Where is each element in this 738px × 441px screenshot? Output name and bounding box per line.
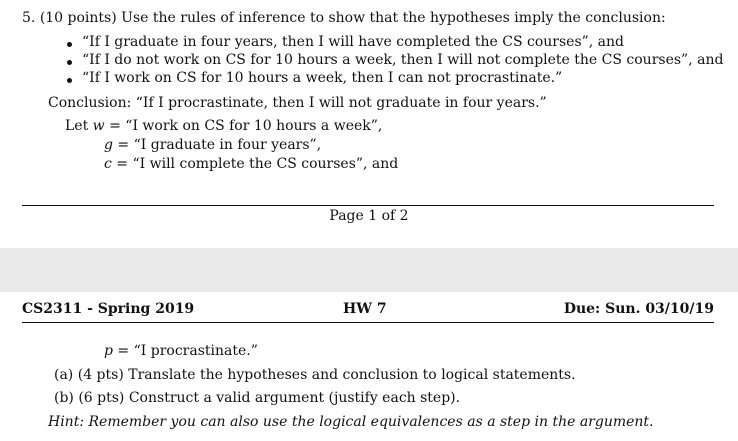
due-date: Due: Sun. 03/10/19	[563, 301, 714, 317]
def-g-text: = “I graduate in four years”,	[117, 137, 322, 153]
let-label: Let	[65, 118, 89, 134]
bullet-icon	[67, 78, 72, 83]
var-p: p	[104, 343, 113, 359]
hint: Hint: Remember you can also use the logical equivalences as a step in the argument.	[48, 414, 654, 430]
footer-rule	[22, 205, 714, 206]
def-c-text: = “I will complete the CS courses”, and	[116, 156, 399, 172]
bullet-icon	[67, 60, 72, 65]
part-a	[54, 367, 576, 383]
var-c: c	[104, 156, 112, 172]
part-b	[54, 390, 460, 406]
part-b-text: (6 pts) Construct a valid argument (justify each step).	[78, 390, 461, 406]
part-b-label: (b)	[54, 390, 74, 406]
definition-p	[104, 343, 258, 359]
var-w: w	[92, 118, 105, 134]
part-a-label: (a)	[54, 367, 74, 383]
def-w-text: = “I work on CS for 10 hours a week”,	[109, 118, 383, 134]
conclusion: Conclusion: “If I procrastinate, then I will not graduate in four years.”	[48, 95, 547, 111]
part-a-text: (4 pts) Translate the hypotheses and conclusion to logical statements.	[77, 367, 576, 383]
problem-points: (10 points)	[39, 10, 117, 26]
course-title: CS2311 - Spring 2019	[22, 301, 195, 317]
hypothesis-3: “If I work on CS for 10 hours a week, then I can not procrastinate.”	[82, 70, 563, 86]
hypothesis-2: “If I do not work on CS for 10 hours a week, then I will not complete the CS courses”, and	[82, 52, 724, 68]
problem-number: 5.	[22, 10, 36, 26]
page-number: Page 1 of 2	[329, 208, 409, 224]
definition-w	[65, 118, 382, 134]
var-g: g	[104, 137, 113, 153]
hw-title: HW 7	[343, 301, 387, 317]
hypothesis-1: “If I graduate in four years, then I will have completed the CS courses”, and	[82, 34, 625, 50]
page-gap	[0, 248, 738, 292]
bullet-icon	[67, 42, 72, 47]
problem-prompt: Use the rules of inference to show that the hypotheses imply the conclusion:	[121, 10, 666, 26]
problem-statement	[22, 10, 666, 26]
header-rule	[22, 322, 714, 323]
definition-g	[104, 137, 321, 153]
def-p-text: = “I procrastinate.”	[117, 343, 258, 359]
definition-c	[104, 156, 398, 172]
